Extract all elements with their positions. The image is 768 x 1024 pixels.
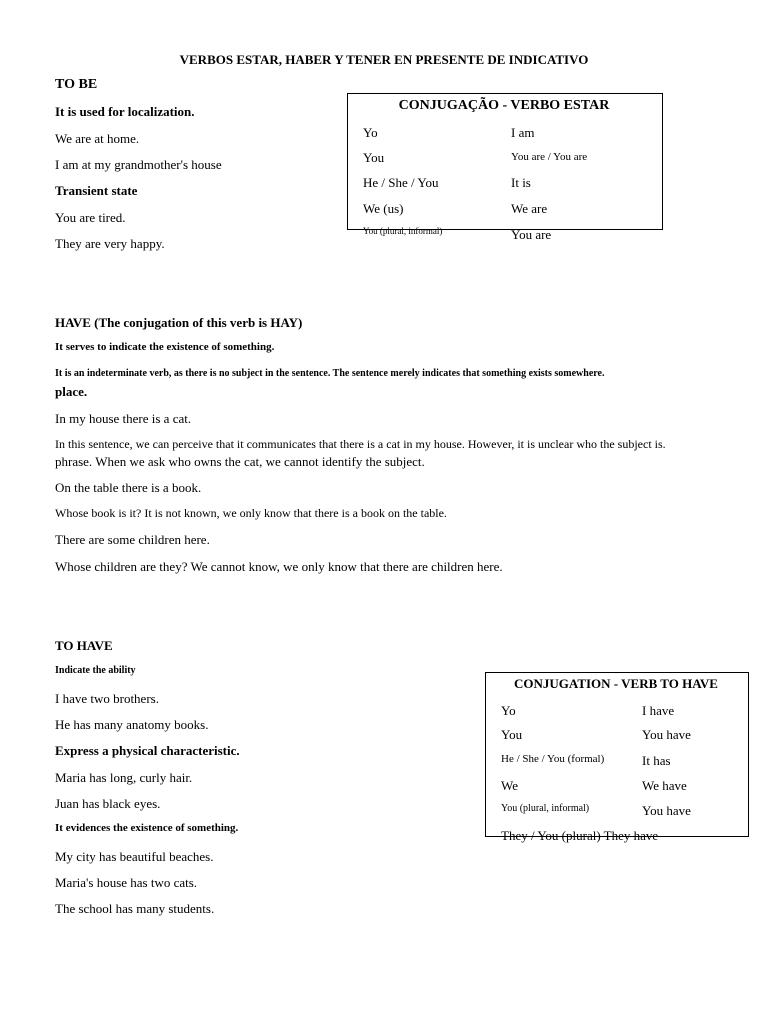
- have-form: We have: [642, 778, 687, 793]
- have-line: In this sentence, we can perceive that it communicates that there is a cat in my house. However, it is unclear who the subject is.: [55, 437, 666, 451]
- estar-form: We are: [511, 201, 548, 216]
- estar-pronoun: We (us): [363, 201, 404, 216]
- estar-pronoun: You (plural, informal): [363, 226, 443, 236]
- to-have-line: I have two brothers.: [55, 691, 159, 706]
- to-be-line: We are at home.: [55, 131, 140, 146]
- to-be-line: I am at my grandmother's house: [55, 157, 222, 172]
- estar-form: I am: [511, 125, 535, 140]
- estar-form: You are: [511, 227, 552, 242]
- have-line: There are some children here.: [55, 532, 210, 547]
- to-have-line: Maria's house has two cats.: [55, 875, 198, 890]
- to-be-line: It is used for localization.: [55, 104, 195, 119]
- have-form: It has: [642, 753, 671, 768]
- to-have-line: Maria has long, curly hair.: [55, 770, 193, 785]
- document-title: VERBOS ESTAR, HABER Y TENER EN PRESENTE DE INDICATIVO: [179, 52, 589, 67]
- have-line: place.: [55, 384, 88, 399]
- have-line: On the table there is a book.: [55, 480, 202, 495]
- estar-pronoun: You: [363, 150, 385, 165]
- to-have-line: Indicate the ability: [55, 665, 136, 676]
- to-be-heading: TO BE: [55, 77, 98, 92]
- to-have-line: Juan has black eyes.: [55, 796, 161, 811]
- have-form: I have: [642, 703, 675, 718]
- have-pronoun: He / She / You (formal): [501, 753, 605, 765]
- to-have-line: Express a physical characteristic.: [55, 743, 240, 758]
- have-form: You have: [642, 803, 691, 818]
- estar-table-title: CONJUGAÇÃO - VERBO ESTAR: [398, 98, 610, 113]
- have-heading: HAVE (The conjugation of this verb is HAY): [55, 315, 303, 330]
- have-table-overflow-line: They / You (plural) They have: [501, 828, 659, 843]
- to-have-heading: TO HAVE: [55, 638, 113, 653]
- estar-form: It is: [511, 175, 531, 190]
- have-pronoun: You: [501, 727, 523, 742]
- have-line: Whose children are they? We cannot know, we only know that there are children here.: [55, 559, 503, 574]
- to-have-table-title: CONJUGATION - VERB TO HAVE: [514, 676, 718, 691]
- have-form: You have: [642, 727, 691, 742]
- to-be-line: You are tired.: [55, 210, 126, 225]
- to-have-line: The school has many students.: [55, 901, 215, 916]
- to-be-line: They are very happy.: [55, 236, 165, 251]
- have-line: phrase. When we ask who owns the cat, we cannot identify the subject.: [55, 454, 425, 469]
- to-be-line: Transient state: [55, 183, 138, 198]
- have-line: In my house there is a cat.: [55, 411, 192, 426]
- estar-form: You are / You are: [511, 151, 588, 163]
- have-line: Whose book is it? It is not known, we only know that there is a book on the table.: [55, 506, 447, 520]
- have-pronoun: We: [501, 778, 518, 793]
- to-have-line: He has many anatomy books.: [55, 717, 209, 732]
- estar-pronoun: He / She / You: [363, 175, 439, 190]
- have-line: It is an indeterminate verb, as there is no subject in the sentence. The sentence merely indicates that something exists somewhere.: [55, 368, 605, 379]
- to-have-line: My city has beautiful beaches.: [55, 849, 214, 864]
- to-have-line: It evidences the existence of something.: [55, 822, 239, 834]
- estar-pronoun: Yo: [363, 125, 378, 140]
- have-line: It serves to indicate the existence of something.: [55, 341, 275, 353]
- have-pronoun: Yo: [501, 703, 516, 718]
- have-pronoun: You (plural, informal): [501, 803, 590, 814]
